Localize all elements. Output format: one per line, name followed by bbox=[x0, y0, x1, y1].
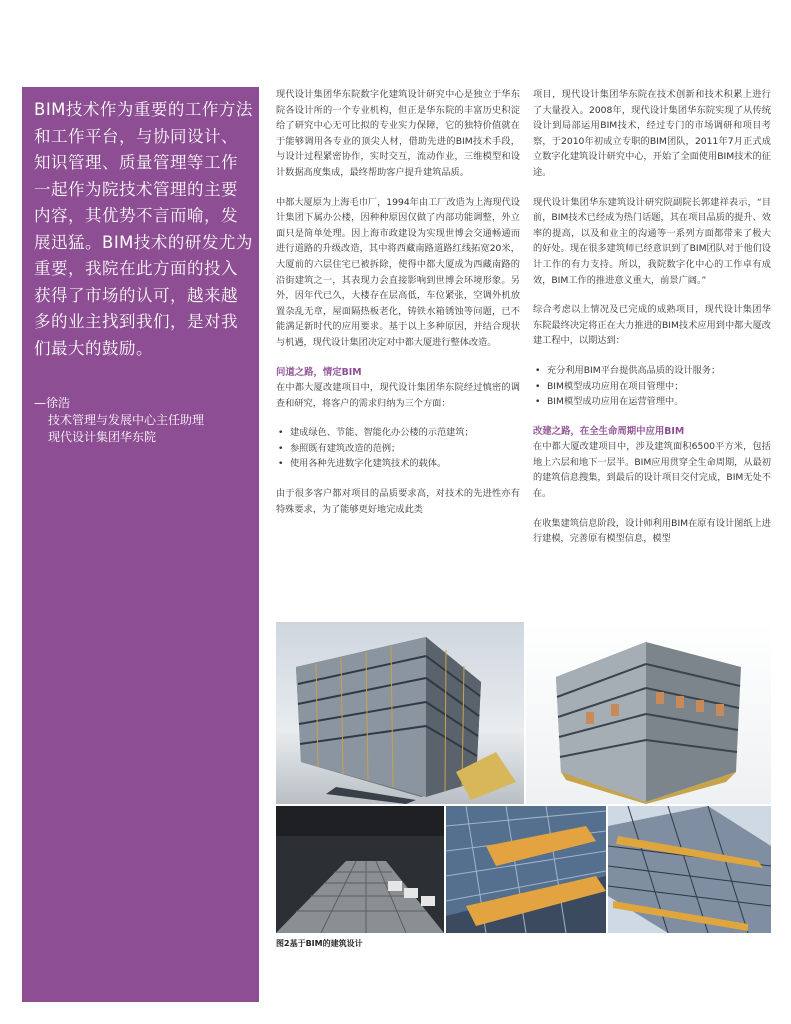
author-organization: 现代设计集团华东院 bbox=[48, 430, 157, 444]
list-item: • 使用各种先进数字化建筑技术的载体。 bbox=[276, 456, 520, 472]
interior-corridor-illustration bbox=[276, 806, 444, 933]
bullet-list bbox=[533, 363, 771, 410]
paragraph: 在中都大厦改建项目中，现代设计集团华东院经过慎密的调查和研究，将客户的需求归纳为三个方面： bbox=[276, 382, 520, 409]
quote-attribution bbox=[34, 395, 254, 446]
bullet-list bbox=[276, 425, 520, 472]
list-item: • BIM模型成功应用在项目管理中； bbox=[533, 379, 771, 395]
quote-sidebar bbox=[22, 87, 259, 1002]
paragraph: 由于很多客户都对项目的品质要求高，对技术的先进性亦有特殊要求，为了能够更好地完成此类 bbox=[276, 488, 520, 515]
list-item: • 参照既有建筑改造的范例； bbox=[276, 441, 520, 457]
text-column-left bbox=[276, 87, 520, 531]
paragraph: 在中都大厦改建项目中，涉及建筑面积6500平方米，包括地上六层和地下一层半。BIM应用贯穿全生命周期，从最初的建筑信息搜集，到最后的设计项目交付完成，BIM无处不在。 bbox=[533, 441, 771, 500]
section-heading: 问道之路，情定BIM bbox=[276, 366, 362, 378]
paragraph: 综合考虑以上情况及已完成的成熟项目，现代设计集团华东院最终决定将正在大力推进的BIM技术应用到中都大厦改建工程中，以期达到： bbox=[533, 304, 771, 347]
list-item: • 建成绿色、节能、智能化办公楼的示范建筑； bbox=[276, 425, 520, 441]
facade-detail-illustration bbox=[446, 806, 606, 933]
interior-corridor-image bbox=[276, 806, 444, 933]
paragraph: 中都大厦原为上海毛巾厂，1994年由工厂改造为上海现代设计集团下属办公楼，因种种原因仅做了内部功能调整，外立面只是简单处理。因上海市政建设为实现世博会交通畅通而进行道路的升级改造，其中将西藏南路道路红线拓宽20米，大厦前的六层住宅已被拆除，使得中都大厦成为西藏南路的沿街建筑之一，其表现力会直接影响到世博会环境形象。另外，因年代已久，大楼存在层高低，车位紧张，空调外机放置杂乱无章，屋面隔热板老化，铸铁水箱锈蚀等问题，已不能满足新时代的应用要求。基于以上多种原因，并结合现状与机遇，现代设计集团决定对中都大厦进行整体改造。 bbox=[276, 196, 520, 348]
paragraph: 现代设计集团华东院数字化建筑设计研究中心是独立于华东院各设计所的一个专业机构，但正是华东院的丰富历史积淀给了研究中心无可比拟的专业实力保障，它的独特价值就在于能够调用各专业的顶尖人材，借助先进的BIM技术手段，与设计过程紧密协作，实时交互，流动作业，三维模型和设计数据高度集成，最终帮助客户提升建筑品质。 bbox=[276, 89, 520, 178]
building-model-image bbox=[276, 622, 524, 804]
bim-figure bbox=[276, 622, 771, 933]
list-item: • 充分利用BIM平台提供高品质的设计服务； bbox=[533, 363, 771, 379]
paragraph: 在收集建筑信息阶段，设计师利用BIM在原有设计图纸上进行建模，完善原有模型信息，模型 bbox=[533, 517, 771, 545]
steel-structure-illustration bbox=[608, 806, 771, 933]
paragraph: 现代设计集团华东建筑设计研究院副院长郭建祥表示，“目前，BIM技术已经成为热门话题，其在项目品质的提升、效率的提高，以及和业主的沟通等一系列方面都带来了极大的好处。现在很多建筑师已经意识到了BIM团队对于他们设计工作的有力支持。所以，我院数字化中心的工作卓有成效，BIM工作的推进意义重大，前景广阔。” bbox=[533, 196, 771, 286]
pull-quote: BIM技术作为重要的工作方法和工作平台，与协同设计、知识管理、质量管理等工作一起作为院技术管理的主要内容，其优势不言而喻，发展迅猛。BIM技术的研发尤为重要，我院在此方面的投入获得了市场的认可，越来越多的业主找到我们，是对我们最大的鼓励。 bbox=[34, 100, 253, 358]
author-title: 技术管理与发展中心主任助理 bbox=[48, 413, 205, 427]
facade-detail-image bbox=[446, 806, 606, 933]
list-item: • BIM模型成功应用在运营管理中。 bbox=[533, 394, 771, 410]
figure-caption: 图2基于BIM的建筑设计 bbox=[276, 939, 363, 948]
steel-structure-image bbox=[608, 806, 771, 933]
section-heading: 改建之路，在全生命周期中应用BIM bbox=[533, 425, 685, 437]
paragraph: 项目，现代设计集团华东院在技术创新和技术积累上进行了大量投入。2008年，现代设计集团华东院实现了从传统设计到局部运用BIM技术，经过专门的市场调研和项目考察，于2010年初成立专职的BIM团队，2011年7月正式成立数字化建筑设计研究中心，开始了全面使用BIM技术的征途。 bbox=[533, 89, 771, 178]
quote-author: —徐浩 bbox=[34, 396, 71, 410]
building-model-illustration bbox=[276, 622, 524, 804]
building-section-illustration bbox=[526, 622, 771, 804]
building-section-image bbox=[526, 622, 771, 804]
text-column-right bbox=[533, 87, 771, 561]
